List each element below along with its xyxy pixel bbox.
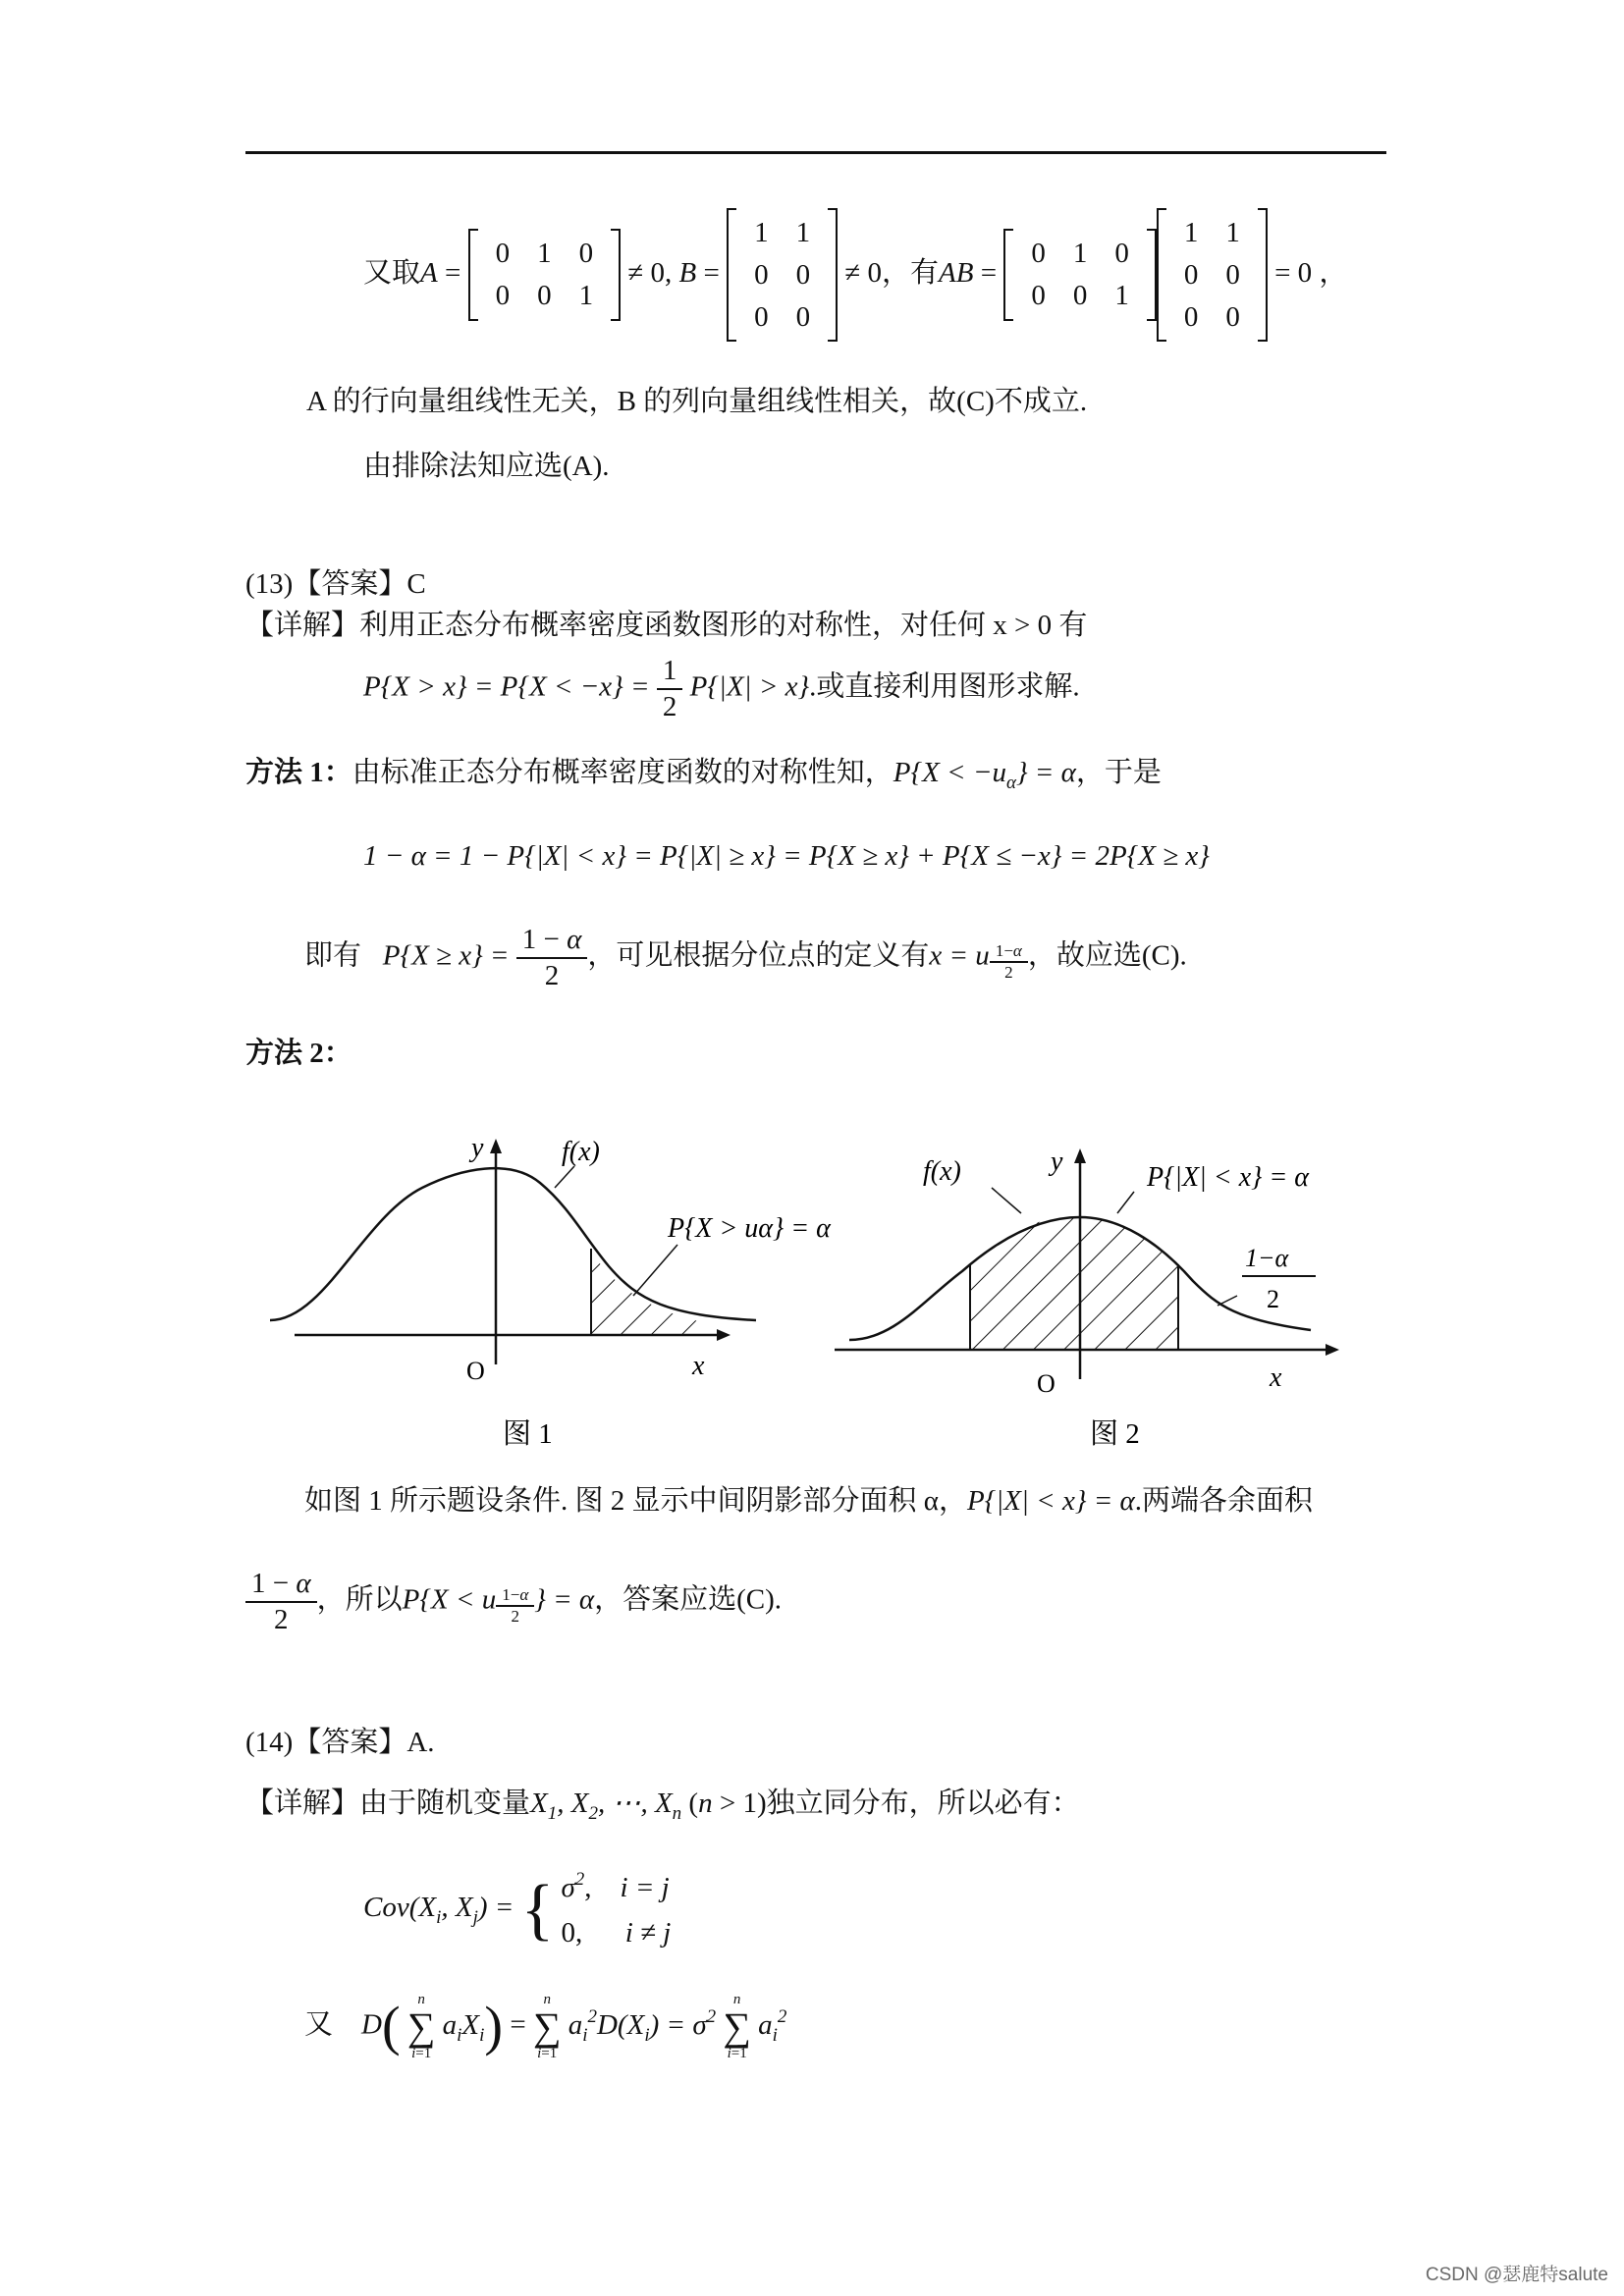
svg-text:2: 2 [1267, 1285, 1279, 1313]
matrix-line: 又取A = 0 1 0 0 0 1 ≠ 0, B = 1 1 0 0 0 0 ≠ 0，有AB = 0 1 0 0 0 1 1 1 0 0 0 0 = 0 ， [363, 208, 1347, 342]
fig-paragraph: 如图 1 所示题设条件. 图 2 显示中间阴影部分面积 α，P{|X| < x} = α.两端各余面积 [304, 1485, 1314, 1517]
method1-line: 方法 1：由标准正态分布概率密度函数的对称性知，$P\{X < -u_\alpha\} = \alpha$，于是 [245, 757, 1162, 793]
matrix-prefix: 又取 [363, 256, 421, 289]
q13-detail: 【详解】利用正态分布概率密度函数图形的对称性，对任何 x > 0 有 [245, 610, 1088, 641]
paragraph-independence: A 的行向量组线性无关，B 的列向量组线性相关，故(C)不成立. [306, 386, 1088, 417]
q13-answer: (13)【答案】C [245, 568, 426, 600]
matrix-a2: 0 1 0 0 0 1 [1003, 229, 1157, 321]
watermark: CSDN @瑟鹿特salute [1425, 2265, 1608, 2285]
method1-label: 方法 1： [245, 757, 352, 788]
variance-equation: 又 D( n ∑ i=1 $a_iX_i$) = n ∑ i=1 $a_i^2D(X_i) = \sigma^2$ n ∑ i=1 $a_i^2$ [304, 1992, 787, 2061]
svg-text:O: O [466, 1357, 485, 1385]
svg-text:O: O [1037, 1369, 1056, 1398]
so-line: 即有 P{X ≥ x} = $\frac{1 - \alpha}{2}$ ，可见根据分位点的定义有x = u $\frac{1-\alpha}{2}$ ，故应选(C). [304, 924, 1187, 991]
figures [245, 1129, 1375, 1463]
matrix-b2: 1 1 0 0 0 0 [1157, 208, 1268, 342]
q13-equation-2: 1 − α = 1 − P{|X| < x} = P{|X| ≥ x} = P{X ≥ x} + P{X ≤ −x} = 2P{X ≥ x} [363, 840, 1210, 872]
fig2-prob-label: P{|X| < x} = α [1147, 1162, 1309, 1193]
cov-equation: $Cov(X_i$, $X_j$) = { $\sigma^2$, i = j 0, i ≠ j [363, 1869, 672, 1949]
fig2-fx-label: f(x) [923, 1156, 961, 1187]
q14-detail: 【详解】由于随机变量$X_1$, $X_2$, ⋯, $X_n$ (n > 1)独立同分布，所以必有： [245, 1788, 1080, 1824]
fig1-prob-label: P{X > uα} = α [668, 1213, 831, 1244]
fig1-caption: 图 1 [503, 1418, 553, 1450]
paragraph-elimination: 由排除法知应选(A). [363, 451, 610, 482]
fig2-caption: 图 2 [1090, 1418, 1140, 1450]
final-line: $\frac{1 - \alpha}{2}$ ，所以P{X < u $\frac{1-\alpha}{2}$ } = α，答案应选(C). [245, 1567, 782, 1637]
q13-equation-1: P{X > x} = P{X < −x} = $\frac{1}{2}$ P{|X| > x}.或直接利用图形求解. [363, 655, 1080, 722]
figure-2 [835, 1147, 1339, 1450]
svg-text:y: y [1051, 1147, 1063, 1177]
method2-label: 方法 2： [245, 1038, 352, 1069]
figure-1 [270, 1133, 832, 1450]
fig2-central-area [970, 1217, 1178, 1350]
fig1-curve [270, 1168, 756, 1320]
matrix-a: 0 1 0 0 0 1 [468, 229, 622, 321]
svg-text:x: x [692, 1351, 705, 1381]
svg-text:y: y [471, 1133, 484, 1163]
fig1-fx-label: f(x) [562, 1137, 600, 1167]
q14-answer: (14)【答案】A. [245, 1727, 435, 1758]
top-rule [245, 151, 1386, 154]
svg-text:x: x [1270, 1362, 1282, 1393]
matrix-b: 1 1 0 0 0 0 [727, 208, 838, 342]
svg-text:1−α: 1−α [1245, 1244, 1289, 1272]
